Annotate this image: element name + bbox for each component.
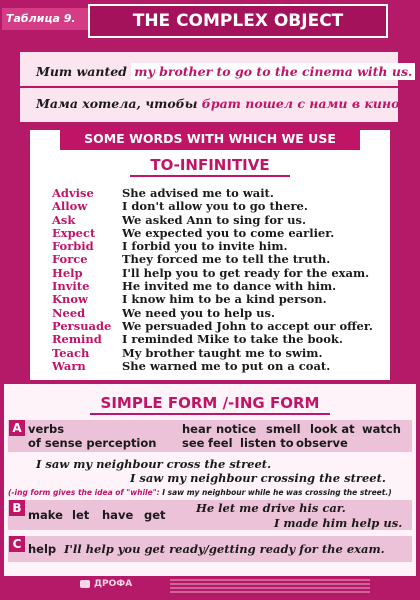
verb-example: I reminded Mike to take the book. — [122, 332, 343, 347]
example-russian-prefix: Мама хотела, чтобы — [36, 96, 202, 111]
verb-example: We need you to help us. — [122, 305, 275, 320]
verb-listen-to: listen to — [240, 436, 294, 450]
verb-list — [52, 186, 382, 372]
badge-a: A — [9, 420, 25, 436]
table-number-tag: Таблица 9. — [2, 8, 88, 30]
verb-help: help — [28, 542, 57, 556]
example-let: He let me drive his car. — [196, 501, 346, 515]
list-item — [52, 319, 382, 332]
list-item — [52, 346, 382, 359]
list-item — [52, 226, 382, 239]
publisher-name: ДРОФА — [94, 579, 133, 589]
imprint-text-block — [170, 579, 370, 595]
example-english-highlight: my brother to go to the cinema with us. — [131, 63, 415, 80]
example-made: I made him help us. — [274, 516, 403, 530]
verb-word: Forbid — [52, 239, 94, 254]
verb-example: I don't allow you to go there. — [122, 199, 308, 214]
verb-example: They forced me to tell the truth. — [122, 252, 331, 267]
verb-word: Force — [52, 252, 88, 267]
example-english-prefix: Mum wanted — [36, 64, 132, 79]
section2-title: SIMPLE FORM /-ING FORM — [90, 393, 330, 415]
page-title: THE COMPLEX OBJECT — [88, 4, 388, 38]
example-russian — [36, 96, 404, 111]
verb-word: Teach — [52, 345, 90, 360]
sense-label-perception: of sense perception — [28, 436, 157, 450]
verb-notice: notice — [216, 422, 257, 436]
example-cross: I saw my neighbour cross the street. — [36, 457, 272, 471]
verb-make: make — [28, 508, 63, 522]
list-item — [52, 213, 382, 226]
verb-word: Advise — [52, 186, 94, 200]
list-item — [52, 186, 382, 199]
list-item — [52, 306, 382, 319]
verb-watch: watch — [362, 422, 401, 436]
list-item — [52, 199, 382, 212]
verb-word: Warn — [52, 358, 86, 373]
example-crossing: I saw my neighbour crossing the street. — [130, 471, 386, 485]
verb-word: Know — [52, 292, 88, 307]
verb-example: She warned me to put on a coat. — [122, 358, 331, 373]
verb-word: Help — [52, 265, 83, 280]
list-item — [52, 359, 382, 372]
verb-word: Ask — [52, 212, 76, 227]
sense-label-verbs: verbs — [28, 422, 65, 436]
verb-example: My brother taught me to swim. — [122, 345, 323, 360]
verb-word: Expect — [52, 225, 96, 240]
list-item — [52, 279, 382, 292]
example-divider — [20, 86, 398, 88]
verb-hear: hear — [182, 422, 212, 436]
verb-observe: observe — [296, 436, 348, 450]
example-english — [36, 64, 415, 79]
section1-bar: SOME WORDS WITH WHICH WE USE — [60, 128, 360, 150]
verb-example: I forbid you to invite him. — [122, 239, 288, 254]
verb-example: We expected you to come earlier. — [122, 225, 335, 240]
verb-word: Persuade — [52, 318, 112, 333]
verb-get: get — [144, 508, 166, 522]
verb-word: Need — [52, 305, 86, 320]
badge-c: C — [9, 536, 25, 552]
badge-b: B — [9, 500, 25, 516]
verb-have: have — [102, 508, 134, 522]
verb-let: let — [72, 508, 90, 522]
ing-note-example: I saw my neighbour while he was crossing the street.) — [159, 488, 392, 497]
example-help: I'll help you get ready/getting ready for the exam. — [64, 542, 385, 556]
verb-example: We persuaded John to accept our offer. — [122, 318, 373, 333]
section1-subtitle: TO-INFINITIVE — [130, 155, 290, 177]
verb-example: I know him to be a kind person. — [122, 292, 327, 307]
publisher-logo-icon — [80, 580, 90, 588]
verb-example: I'll help you to get ready for the exam. — [122, 265, 370, 280]
list-item — [52, 252, 382, 265]
list-item — [52, 266, 382, 279]
verb-word: Remind — [52, 332, 102, 347]
list-item — [52, 292, 382, 305]
ing-note-rule: (-ing form gives the idea of "while": — [8, 488, 160, 497]
verb-feel: feel — [208, 436, 233, 450]
verb-smell: smell — [266, 422, 301, 436]
verb-look-at: look at — [310, 422, 355, 436]
verb-word: Invite — [52, 279, 90, 294]
example-russian-highlight: брат пошел с нами в кино. — [201, 96, 404, 111]
verb-example: She advised me to wait. — [122, 186, 274, 200]
verb-see: see — [182, 436, 205, 450]
verb-example: He invited me to dance with him. — [122, 279, 337, 294]
list-item — [52, 239, 382, 252]
list-item — [52, 332, 382, 345]
verb-example: We asked Ann to sing for us. — [122, 212, 306, 227]
ing-note — [8, 488, 392, 497]
verb-word: Allow — [52, 199, 88, 214]
